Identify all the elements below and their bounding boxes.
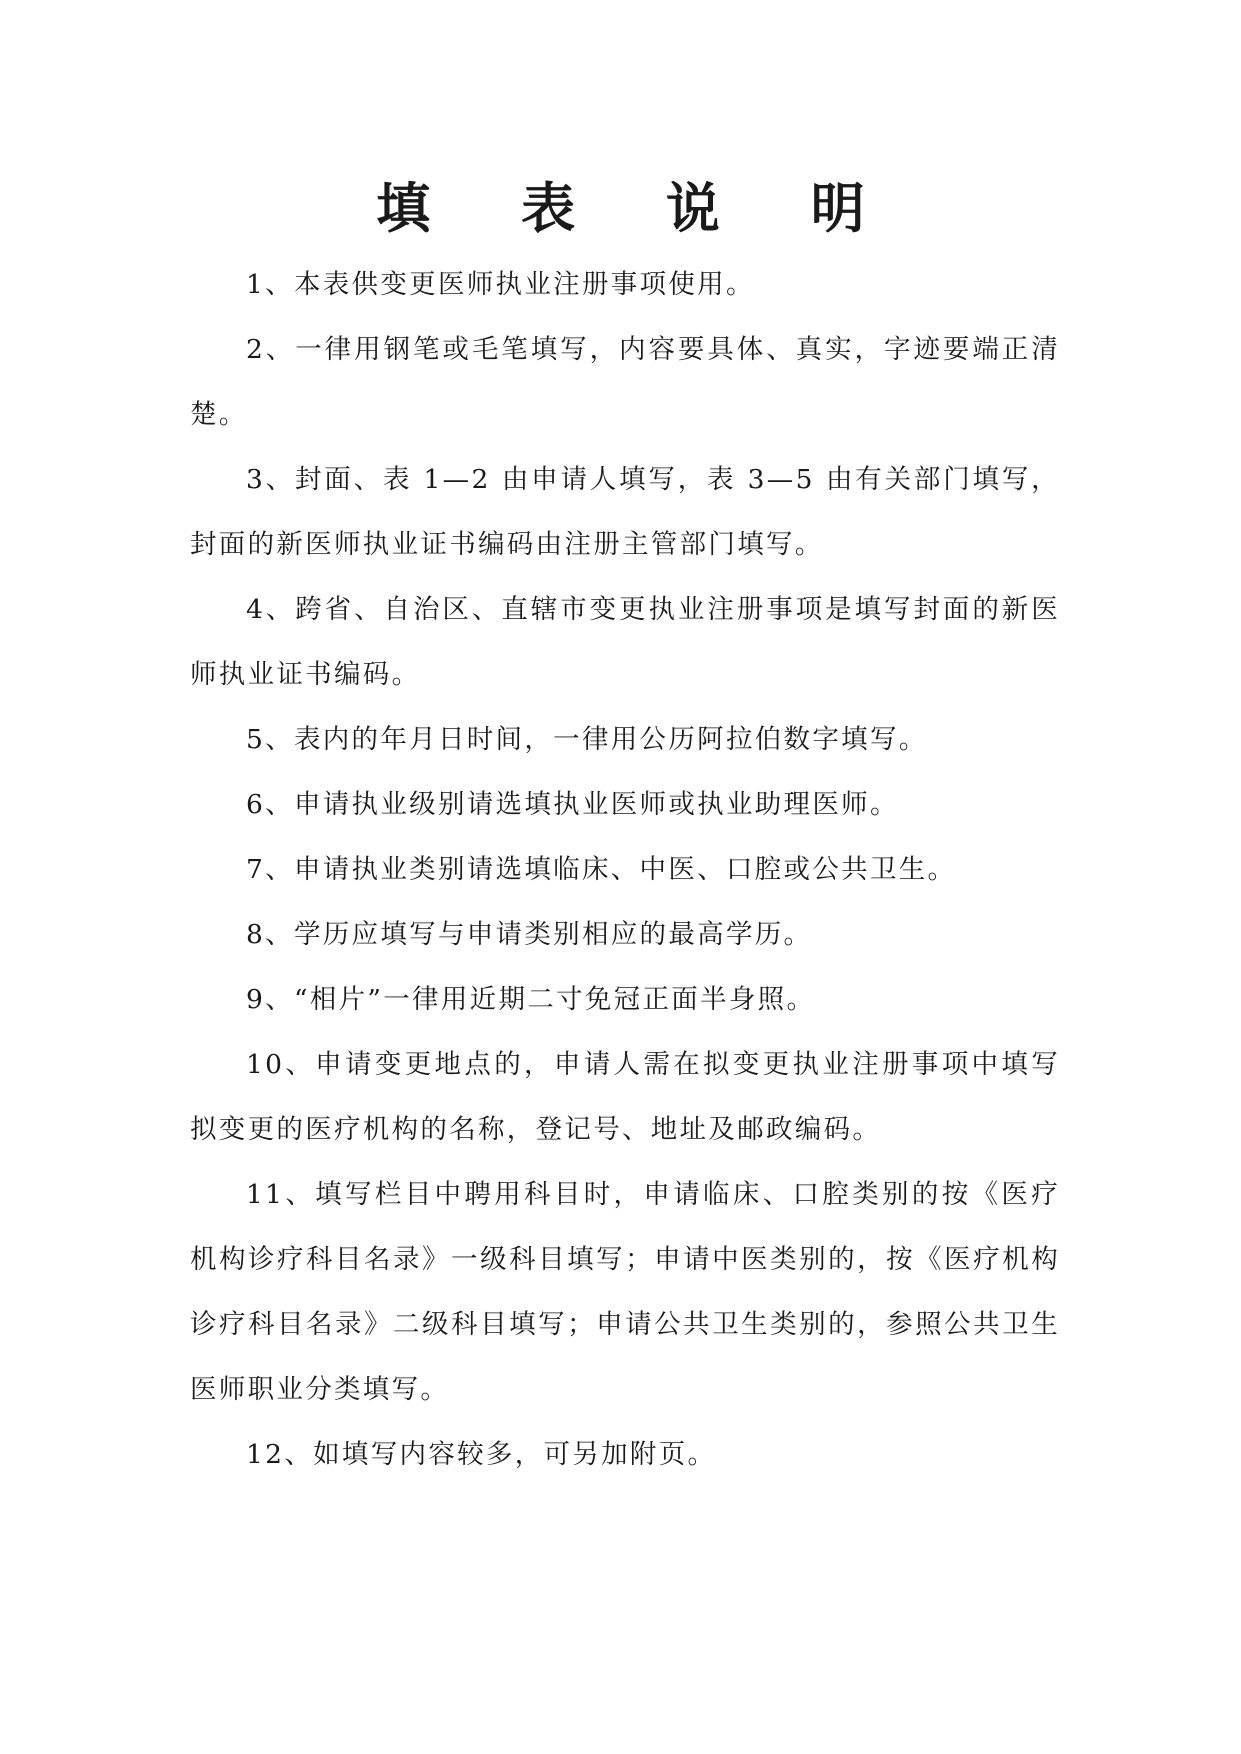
instruction-item-7: 7、申请执业类别请选填临床、中医、口腔或公共卫生。	[246, 854, 957, 885]
instruction-item-9: 9、“相片”一律用近期二寸免冠正面半身照。	[246, 984, 816, 1015]
instruction-item-6: 6、申请执业级别请选填执业医师或执业助理医师。	[246, 789, 899, 820]
instruction-item-11: 11、填写栏目中聘用科目时，申请临床、口腔类别的按《医疗机构诊疗科目名录》一级科目填写；申请中医类别的，按《医疗机构诊疗科目名录》二级科目填写；申请公共卫生类别的，参照公共卫生医师职业分类填写。	[190, 1179, 1060, 1405]
instructions-list	[190, 252, 1060, 1487]
instruction-item-8: 8、学历应填写与申请类别相应的最高学历。	[246, 919, 813, 950]
instruction-item-2: 2、一律用钢笔或毛笔填写，内容要具体、真实，字迹要端正清楚。	[190, 334, 1060, 430]
instruction-item-5: 5、表内的年月日时间，一律用公历阿拉伯数字填写。	[246, 724, 928, 755]
instruction-item-1: 1、本表供变更医师执业注册事项使用。	[246, 269, 755, 300]
instruction-item-3: 3、封面、表 1—2 由申请人填写，表 3—5 由有关部门填写，封面的新医师执业证书编码由注册主管部门填写。	[190, 464, 1060, 560]
page-title: 填 表 说 明	[376, 176, 901, 240]
instruction-item-10: 10、申请变更地点的，申请人需在拟变更执业注册事项中填写拟变更的医疗机构的名称，登记号、地址及邮政编码。	[190, 1049, 1060, 1145]
instruction-item-12: 12、如填写内容较多，可另加附页。	[246, 1439, 717, 1470]
instruction-item-4: 4、跨省、自治区、直辖市变更执业注册事项是填写封面的新医师执业证书编码。	[190, 594, 1060, 690]
